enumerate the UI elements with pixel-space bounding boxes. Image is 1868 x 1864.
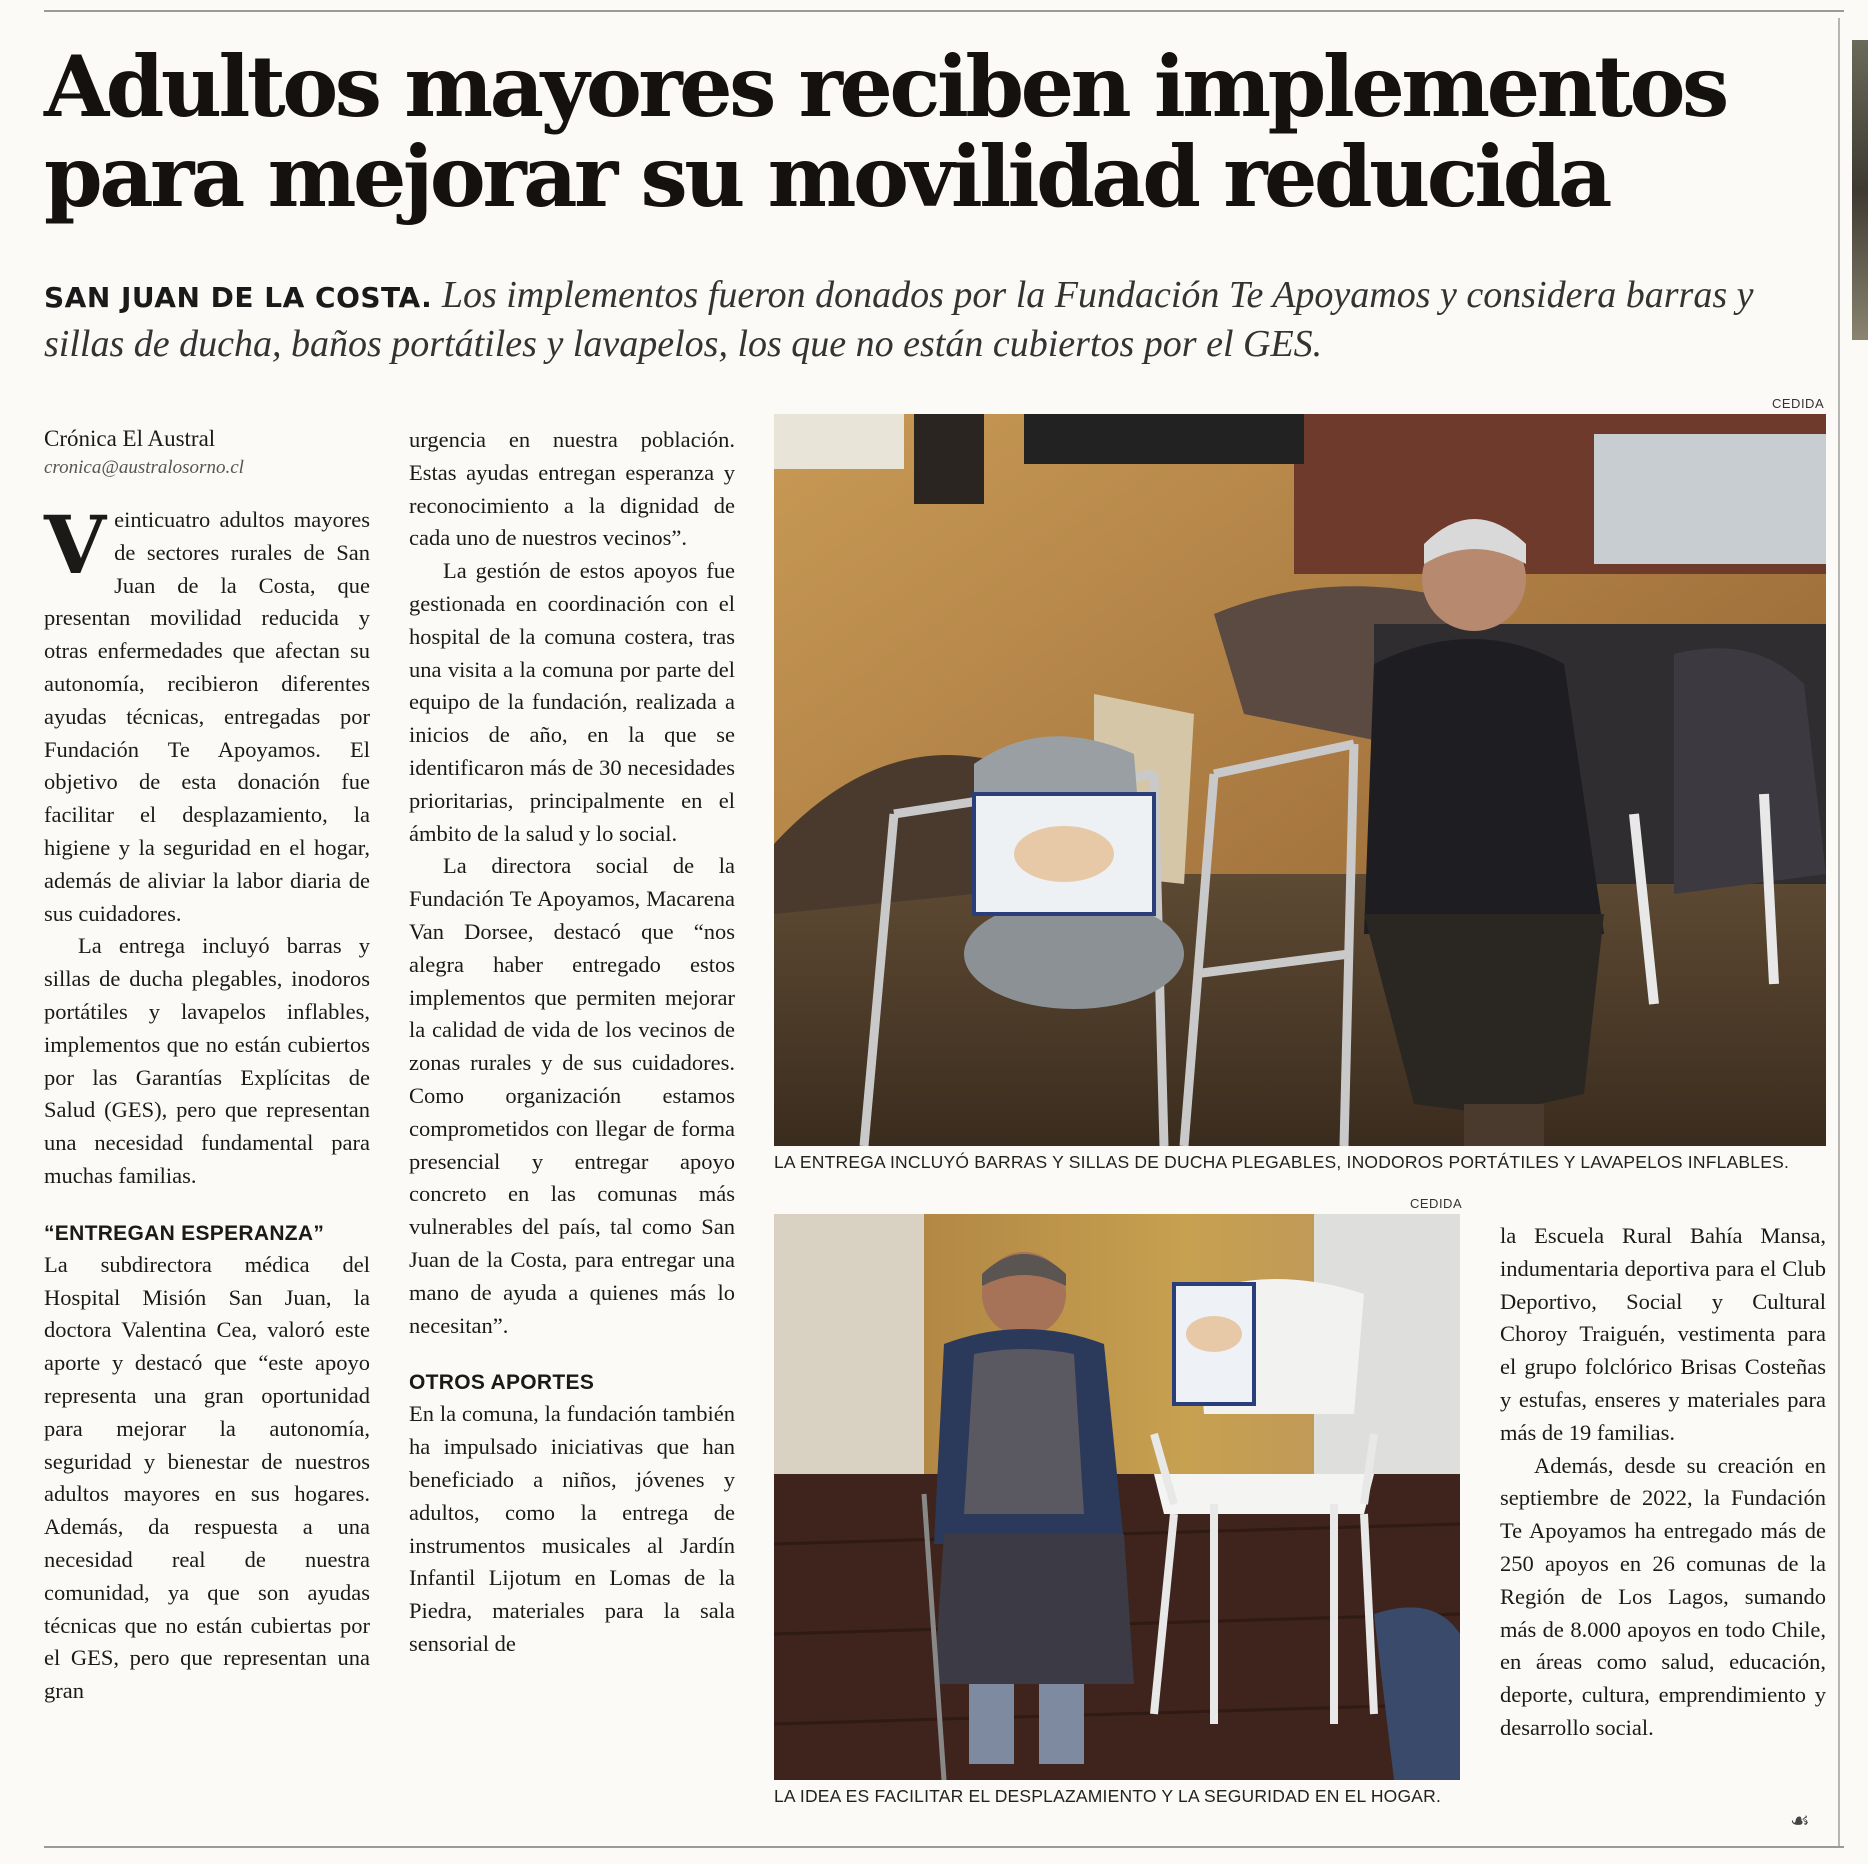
byline-email: cronica@australosorno.cl xyxy=(44,457,244,478)
photo-shower-chair-woman xyxy=(774,1214,1460,1780)
subhead-otros-aportes: OTROS APORTES xyxy=(409,1371,595,1395)
column-divider xyxy=(1838,18,1840,1846)
paragraph-7: En la comuna, la fundación también ha impulsado iniciativas que han beneficiado a niños, jóvenes y adultos, como la entrega de instrumentos musicales al Jardín Infantil Lijotum en Lomas de la Piedra, materiales para la sala sensorial de xyxy=(409,1401,735,1656)
deck xyxy=(44,272,1824,367)
photo-walker-man-illustration xyxy=(774,414,1826,1146)
photo-walker-man xyxy=(774,414,1826,1146)
photo1-caption: LA ENTREGA INCLUYÓ BARRAS Y SILLAS DE DUCHA PLEGABLES, INODOROS PORTÁTILES Y LAVAPELOS INFLABLES. xyxy=(774,1152,1790,1172)
bottom-rule xyxy=(44,1846,1844,1848)
paragraph-1 xyxy=(44,498,370,930)
subhead-entregan-esperanza: “ENTREGAN ESPERANZA” xyxy=(44,1221,325,1245)
column-2 xyxy=(409,424,735,1661)
column-1 xyxy=(44,424,370,1708)
paragraph-3: La subdirectora médica del Hospital Misión San Juan, la doctora Valentina Cea, valoró este aporte y destacó que “este apoyo representa una gran oportunidad para mejorar la autonomía, seguridad y bienestar de nuestros adultos mayores en sus hogares. Además, da respuesta a una necesidad real de nuestra comunidad, ya que son ayudas técnicas que no están cubiertas por el GES, pero que representan una gran xyxy=(44,1251,370,1704)
paragraph-9: Además, desde su creación en septiembre de 2022, la Fundación Te Apoyamos ha entregado más de 250 apoyos en 26 comunas de la Región de Los Lagos, sumando más de 8.000 apoyos en todo Chile, en áreas como salud, educación, deporte, cultura, emprendimiento y desarrollo social. xyxy=(1500,1452,1826,1740)
deck-text: Los implementos fueron donados por la Fundación Te Apoyamos y considera barras y sillas de ducha, baños portátiles y lavapelos, los que no están cubiertos por el GES. xyxy=(44,274,1754,365)
byline-name: Crónica El Austral xyxy=(44,426,216,451)
deck-place: SAN JUAN DE LA COSTA. xyxy=(44,281,433,314)
paragraph-6: La directora social de la Fundación Te Apoyamos, Macarena Van Dorsee, destacó que “nos alegra haber entregado estos implementos que permiten mejorar la calidad de vida de los vecinos de zonas rurales y de sus cuidadores. Como organización estamos comprometidos con llegar de forma presencial y entregar apoyo concreto en las comunas más vulnerables del país, tal como San Juan de la Costa, para entregar una mano de ayuda a quienes más lo necesitan”. xyxy=(409,853,735,1338)
paragraph-4: urgencia en nuestra población. Estas ayudas entregan esperanza y reconocimiento a la dignidad de cada uno de nuestros vecinos”. xyxy=(409,427,735,551)
photo-shower-chair-woman-illustration xyxy=(774,1214,1460,1780)
photo1-credit: CEDIDA xyxy=(1772,396,1825,411)
photo2-caption: LA IDEA ES FACILITAR EL DESPLAZAMIENTO Y LA SEGURIDAD EN EL HOGAR. xyxy=(774,1786,1442,1806)
top-rule xyxy=(44,10,1844,12)
headline: Adultos mayores reciben implementos para mejorar su movilidad reducida xyxy=(44,37,1726,226)
paragraph-2: La entrega incluyó barras y sillas de ducha plegables, inodoros portátiles y lavapelos inflables, implementos que no están cubiertos por las Garantías Explícitas de Salud (GES), pero que representan una necesidad fundamental para muchas familias. xyxy=(44,933,370,1188)
end-mark: ☙ xyxy=(1790,1808,1810,1833)
photo2-credit: CEDIDA xyxy=(1410,1196,1463,1211)
paragraph-8: la Escuela Rural Bahía Mansa, indumentaria deportiva para el Club Deportivo, Social y Cultural Choroy Traiguén, vestimenta para el grupo folclórico Brisas Costeñas y estufas, enseres y materiales para más de 19 familias. xyxy=(1500,1223,1826,1445)
drop-cap: V xyxy=(44,498,107,592)
adjacent-article-photo-edge xyxy=(1852,40,1868,340)
paragraph-5: La gestión de estos apoyos fue gestionada en coordinación con el hospital de la comuna costera, tras una visita a la comuna por parte del equipo de la fundación, realizada a inicios de año, en la que se identificaron más de 30 necesidades prioritarias, principalmente en el ámbito de la salud y lo social. xyxy=(409,558,735,846)
column-3 xyxy=(1500,1220,1826,1745)
paragraph-1-text: einticuatro adultos mayores de sectores rurales de San Juan de la Costa, que presentan movilidad reducida y otras enfermedades que afectan su autonomía, recibieron diferentes ayudas técnicas, entregadas por Fundación Te Apoyamos. El objetivo de esta donación fue facilitar el desplazamiento, la higiene y la seguridad en el hogar, además de aliviar la labor diaria de sus cuidadores. xyxy=(44,507,370,926)
